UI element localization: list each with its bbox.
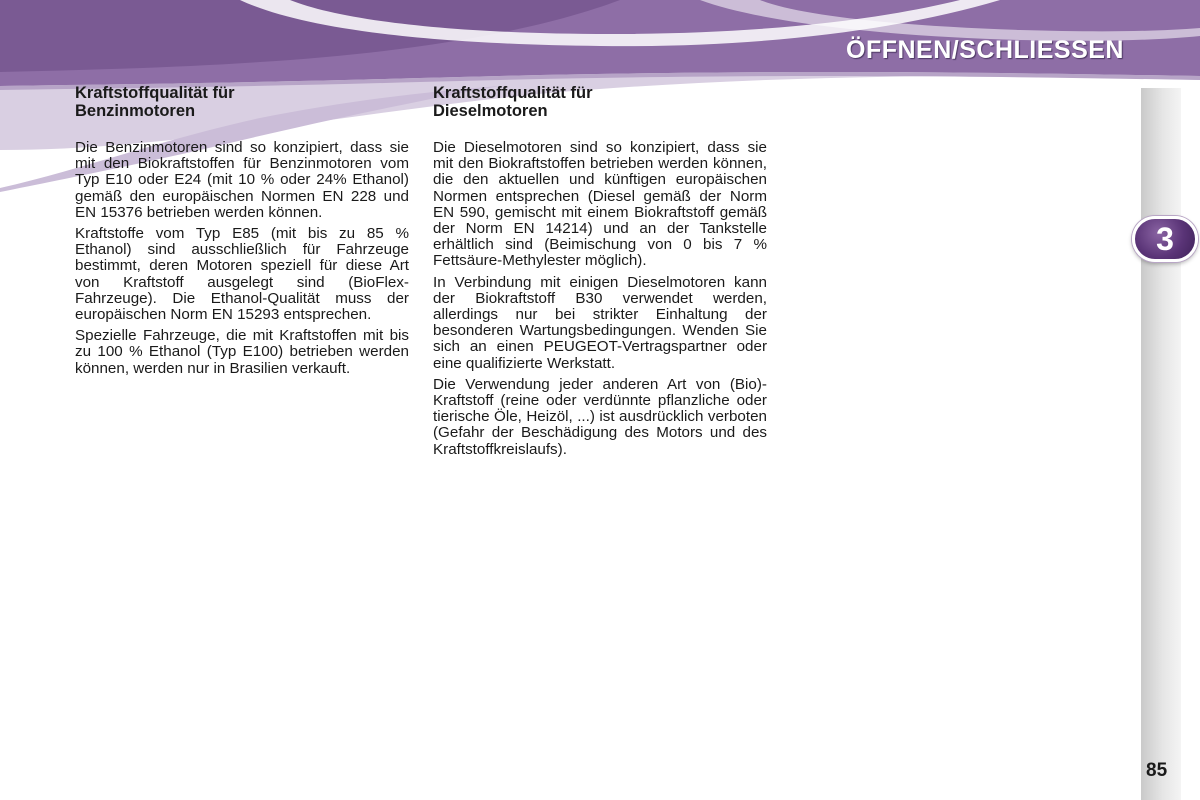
left-heading-line-1: Kraftstoffqualität für (75, 84, 235, 102)
right-column (433, 84, 767, 463)
left-paragraph-1: Die Benzinmotoren sind so konzipiert, dass sie mit den Biokraftstoffen für Benzinmotoren vom Typ E10 oder E24 (mit 10 % oder 24% Ethanol) gemäß den europäischen Normen EN 228 und EN 15376 betrieben werden können. (75, 139, 409, 221)
right-heading-line-2: Dieselmotoren (433, 102, 548, 120)
left-heading-line-2: Benzinmotoren (75, 102, 196, 120)
left-column-heading (75, 84, 409, 120)
section-title: ÖFFNEN/SCHLIESSEN (846, 36, 1124, 64)
right-column-heading (433, 84, 767, 120)
page-number: 85 (1146, 760, 1168, 781)
left-column (75, 84, 409, 382)
right-paragraph-2: In Verbindung mit einigen Dieselmotoren kann der Biokraftstoff B30 verwendet werden, allerdings nur bei strikter Einhaltung der besonderen Wartungsbedingungen. Wenden Sie sich an einen PEUGEOT-Vertragspartner oder eine qualifizierte Werkstatt. (433, 273, 767, 372)
left-paragraph-3: Spezielle Fahrzeuge, die mit Kraftstoffen mit bis zu 100 % Ethanol (Typ E100) betrieben werden können, werden nur in Brasilien verkauft. (75, 327, 409, 377)
right-heading-line-1: Kraftstoffqualität für (433, 84, 593, 102)
left-paragraph-2: Kraftstoffe vom Typ E85 (mit bis zu 85 % Ethanol) sind ausschließlich für Fahrzeuge bestimmt, deren Motoren speziell für diese Art von Kraftstoff ausgelegt sind (BioFlex-Fahrzeuge). Die Ethanol-Qualität muss der europäischen Norm EN 15293 entsprechen. (75, 225, 409, 324)
right-paragraph-1: Die Dieselmotoren sind so konzipiert, dass sie mit den Biokraftstoffen betrieben werden können, die den aktuellen und künftigen europäischen Normen entsprechen (Diesel gemäß der Norm EN 590, gemischt mit einem Biokraftstoff gemäß der Norm EN 14214) und an der Tankstelle erhältlich sind (Beimischung von 0 bis 7 % Fettsäure-Methylester möglich). (433, 139, 767, 270)
right-paragraph-3: Die Verwendung jeder anderen Art von (Bio)-Kraftstoff (reine oder verdünnte pflanzliche oder tierische Öle, Heizöl, ...) ist ausdrücklich verboten (Gefahr der Beschädigung des Motors und des Kraftstoffkreislaufs). (433, 375, 767, 458)
chapter-number-badge: 3 (1132, 216, 1198, 262)
chapter-side-tab (1141, 88, 1181, 800)
